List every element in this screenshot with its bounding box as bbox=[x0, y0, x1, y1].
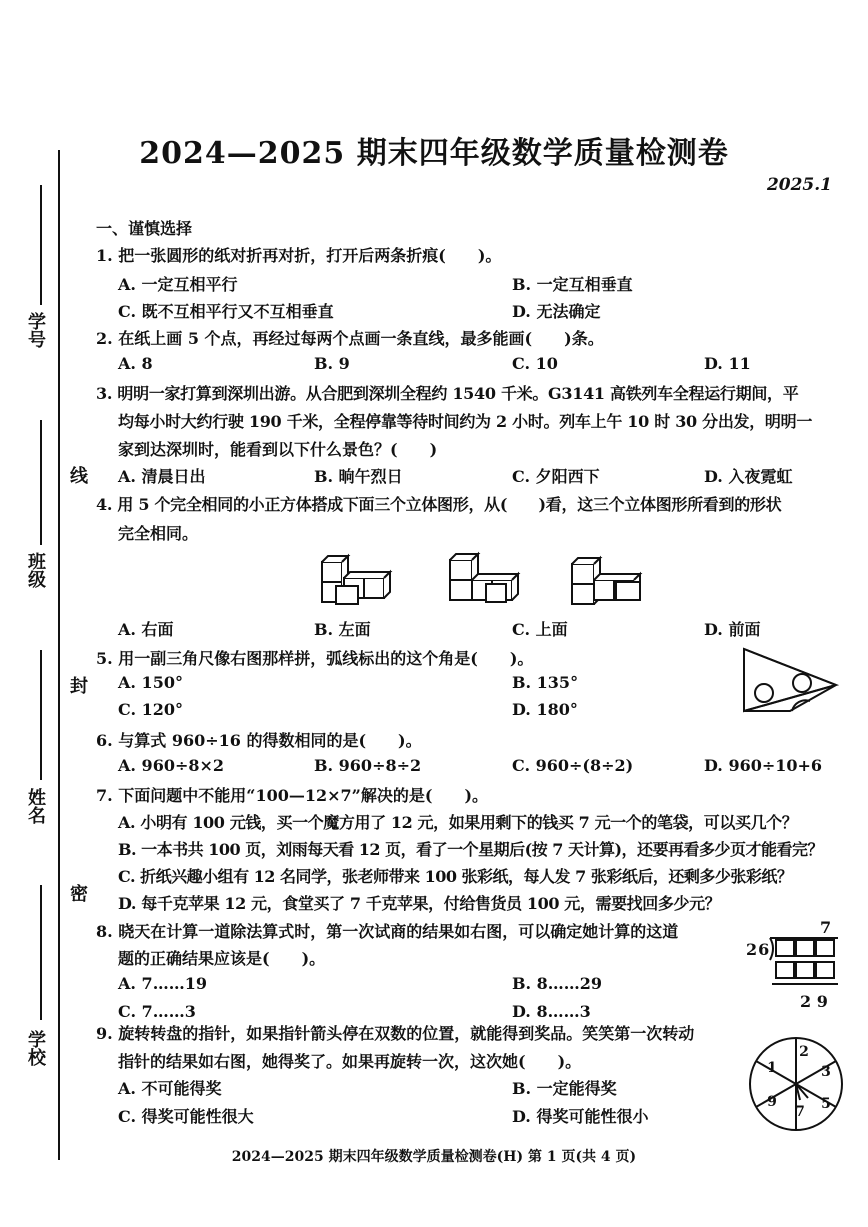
exam-date: 2025.1 bbox=[766, 175, 832, 195]
seal-mark-seal: 封 bbox=[67, 676, 88, 694]
question-1: 1. 把一张圆形的纸对折再对折，打开后两条折痕( )。 bbox=[96, 246, 502, 265]
spinner-wheel bbox=[748, 1036, 844, 1132]
page-title: 2024—2025 期末四年级数学质量检测卷 bbox=[139, 136, 729, 171]
division-boxes bbox=[764, 934, 840, 990]
q5-option-b: B. 135° bbox=[512, 673, 579, 692]
q2-option-a: A. 8 bbox=[118, 354, 153, 373]
question-8-line-1: 8. 晓天在计算一道除法算式时，第一次试商的结果如右图，可以确定她计算的这道 bbox=[96, 922, 679, 941]
q1-option-b: B. 一定互相垂直 bbox=[512, 275, 633, 294]
spinner-label-7: 7 bbox=[795, 1104, 805, 1120]
question-7: 7. 下面问题中不能用“100—12×7”解决的是( )。 bbox=[96, 786, 489, 805]
question-9-line-2: 指针的结果如右图，她得奖了。如果再旋转一次，这次她( )。 bbox=[118, 1052, 582, 1071]
page-footer: 2024—2025 期末四年级数学质量检测卷(H) 第 1 页(共 4 页) bbox=[231, 1149, 637, 1165]
side-label-id: 学号 bbox=[25, 312, 46, 348]
seal-mark-secret: 密 bbox=[67, 884, 88, 902]
name-blank bbox=[40, 650, 42, 780]
class-blank bbox=[40, 420, 42, 545]
spinner-label-3: 3 bbox=[821, 1064, 831, 1080]
q3-option-c: C. 夕阳西下 bbox=[512, 467, 600, 486]
spinner-label-2: 2 bbox=[799, 1044, 809, 1060]
q5-option-c: C. 120° bbox=[118, 700, 183, 719]
spinner-label-1: 1 bbox=[767, 1060, 777, 1076]
q4-option-b: B. 左面 bbox=[314, 620, 371, 639]
q9-option-a: A. 不可能得奖 bbox=[118, 1079, 222, 1098]
spinner-label-9: 9 bbox=[767, 1094, 777, 1110]
question-4-line-1: 4. 用 5 个完全相同的小正方体搭成下面三个立体图形，从( )看，这三个立体图形所看到的形状 bbox=[96, 495, 782, 514]
question-3-line-3: 家到达深圳时，能看到以下什么景色？( ) bbox=[118, 440, 438, 459]
cube-figure-2 bbox=[450, 554, 518, 602]
q6-option-d: D. 960÷10+6 bbox=[704, 756, 823, 775]
question-2: 2. 在纸上画 5 个点，再经过每两个点画一条直线，最多能画( )条。 bbox=[96, 329, 604, 348]
q2-option-b: B. 9 bbox=[314, 354, 350, 373]
margin-line bbox=[58, 150, 60, 1160]
q9-option-b: B. 一定能得奖 bbox=[512, 1079, 617, 1098]
side-label-name: 姓名 bbox=[25, 788, 46, 824]
set-square-figure bbox=[740, 645, 840, 715]
school-blank bbox=[40, 885, 42, 1020]
division-remainder: 2 9 bbox=[800, 992, 828, 1011]
cube-figure-3 bbox=[572, 558, 640, 604]
q1-option-c: C. 既不互相平行又不互相垂直 bbox=[118, 302, 334, 321]
q4-option-a: A. 右面 bbox=[118, 620, 174, 639]
q7-option-c: C. 折纸兴趣小组有 12 名同学，张老师带来 100 张彩纸，每人发 7 张彩纸后，还剩多少张彩纸？ bbox=[118, 867, 793, 886]
q3-option-b: B. 晌午烈日 bbox=[314, 467, 403, 486]
q8-option-c: C. 7……3 bbox=[118, 1002, 196, 1021]
q6-option-b: B. 960÷8÷2 bbox=[314, 756, 422, 775]
spinner-label-5: 5 bbox=[821, 1096, 831, 1112]
q9-option-c: C. 得奖可能性很大 bbox=[118, 1107, 254, 1126]
q4-option-d: D. 前面 bbox=[704, 620, 761, 639]
question-3-line-2: 均每小时大约行驶 190 千米，全程停靠等待时间约为 2 小时。列车上午 10 时 30 分出发，明明一 bbox=[118, 412, 813, 431]
question-5: 5. 用一副三角尺像右图那样拼，弧线标出的这个角是( )。 bbox=[96, 649, 534, 668]
q9-option-d: D. 得奖可能性很小 bbox=[512, 1107, 649, 1126]
q8-option-d: D. 8……3 bbox=[512, 1002, 591, 1021]
q6-option-c: C. 960÷(8÷2) bbox=[512, 756, 634, 775]
q8-option-b: B. 8……29 bbox=[512, 974, 603, 993]
q1-option-d: D. 无法确定 bbox=[512, 302, 601, 321]
q3-option-d: D. 入夜霓虹 bbox=[704, 467, 793, 486]
section-heading: 一、谨慎选择 bbox=[96, 219, 193, 238]
division-divisor: 26 bbox=[746, 940, 771, 959]
q4-option-c: C. 上面 bbox=[512, 620, 568, 639]
q6-option-a: A. 960÷8×2 bbox=[118, 756, 225, 775]
q3-option-a: A. 清晨日出 bbox=[118, 467, 206, 486]
question-9-line-1: 9. 旋转转盘的指针，如果指针箭头停在双数的位置，就能得到奖品。笑笑第一次转动 bbox=[96, 1024, 695, 1043]
question-3-line-1: 3. 明明一家打算到深圳出游。从合肥到深圳全程约 1540 千米。G3141 高铁列车全程运行期间，平 bbox=[96, 384, 799, 403]
question-6: 6. 与算式 960÷16 的得数相同的是( )。 bbox=[96, 731, 422, 750]
question-4-line-2: 完全相同。 bbox=[118, 524, 199, 543]
q2-option-d: D. 11 bbox=[704, 354, 751, 373]
q7-option-a: A. 小明有 100 元钱，买一个魔方用了 12 元，如果用剩下的钱买 7 元一个的笔袋，可以买几个？ bbox=[118, 813, 798, 832]
side-label-class: 班级 bbox=[25, 552, 46, 588]
seal-mark-line: 线 bbox=[67, 466, 88, 484]
q7-option-b: B. 一本书共 100 页，刘雨每天看 12 页，看了一个星期后(按 7 天计算)，还要再看多少页才能看完？ bbox=[118, 840, 824, 859]
cube-figures bbox=[318, 548, 658, 608]
q1-option-a: A. 一定互相平行 bbox=[118, 275, 238, 294]
q7-option-d: D. 每千克苹果 12 元，食堂买了 7 千克苹果，付给售货员 100 元，需要找回多少元？ bbox=[118, 894, 721, 913]
cube-figure-1 bbox=[322, 556, 390, 604]
side-label-school: 学校 bbox=[25, 1030, 46, 1066]
q2-option-c: C. 10 bbox=[512, 354, 558, 373]
division-quotient: 7 bbox=[820, 918, 832, 937]
q8-option-a: A. 7……19 bbox=[118, 974, 207, 993]
question-8-line-2: 题的正确结果应该是( )。 bbox=[118, 949, 326, 968]
q5-option-d: D. 180° bbox=[512, 700, 578, 719]
id-blank bbox=[40, 185, 42, 305]
q5-option-a: A. 150° bbox=[118, 673, 183, 692]
